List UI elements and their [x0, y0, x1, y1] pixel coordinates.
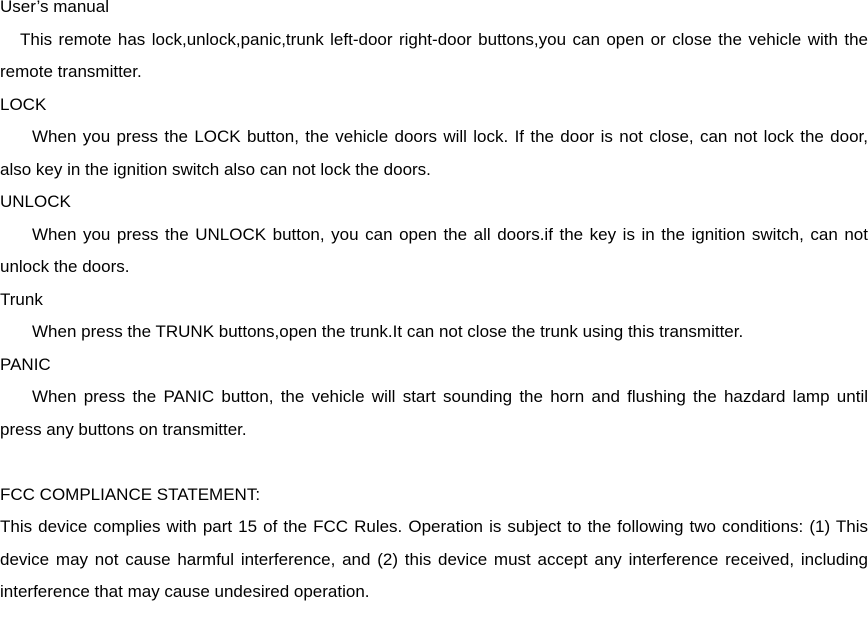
- section-heading-trunk: Trunk: [0, 289, 43, 309]
- section-body-lock: When you press the LOCK button, the vehicle doors will lock. If the door is not close, can not lock the door, also key in the ignition switch also can not lock the doors.: [0, 127, 868, 179]
- section-body-unlock: When you press the UNLOCK button, you can open the all doors.if the key is in the ignition switch, can not unlock the doors.: [0, 224, 868, 276]
- document-title: User’s manual: [0, 0, 109, 16]
- section-heading-panic: PANIC: [0, 354, 51, 374]
- section-heading-lock: LOCK: [0, 94, 47, 114]
- fcc-body: This device complies with part 15 of the FCC Rules. Operation is subject to the following two conditions: (1) This device may not cause harmful interference, and (2) this device must accept any interference received, including interference that may cause undesired operation.: [0, 517, 868, 601]
- section-body-panic: When press the PANIC button, the vehicle will start sounding the horn and flushing the hazdard lamp until press any buttons on transmitter.: [0, 387, 868, 439]
- section-heading-unlock: UNLOCK: [0, 192, 71, 211]
- fcc-heading: FCC COMPLIANCE STATEMENT:: [0, 484, 261, 504]
- intro-paragraph: This remote has lock,unlock,panic,trunk left-door right-door buttons,you can open or close the vehicle with the remote transmitter.: [0, 29, 868, 81]
- blank-line: [0, 446, 868, 479]
- section-body-trunk: When press the TRUNK buttons,open the trunk.It can not close the trunk using this transmitter.: [32, 322, 744, 341]
